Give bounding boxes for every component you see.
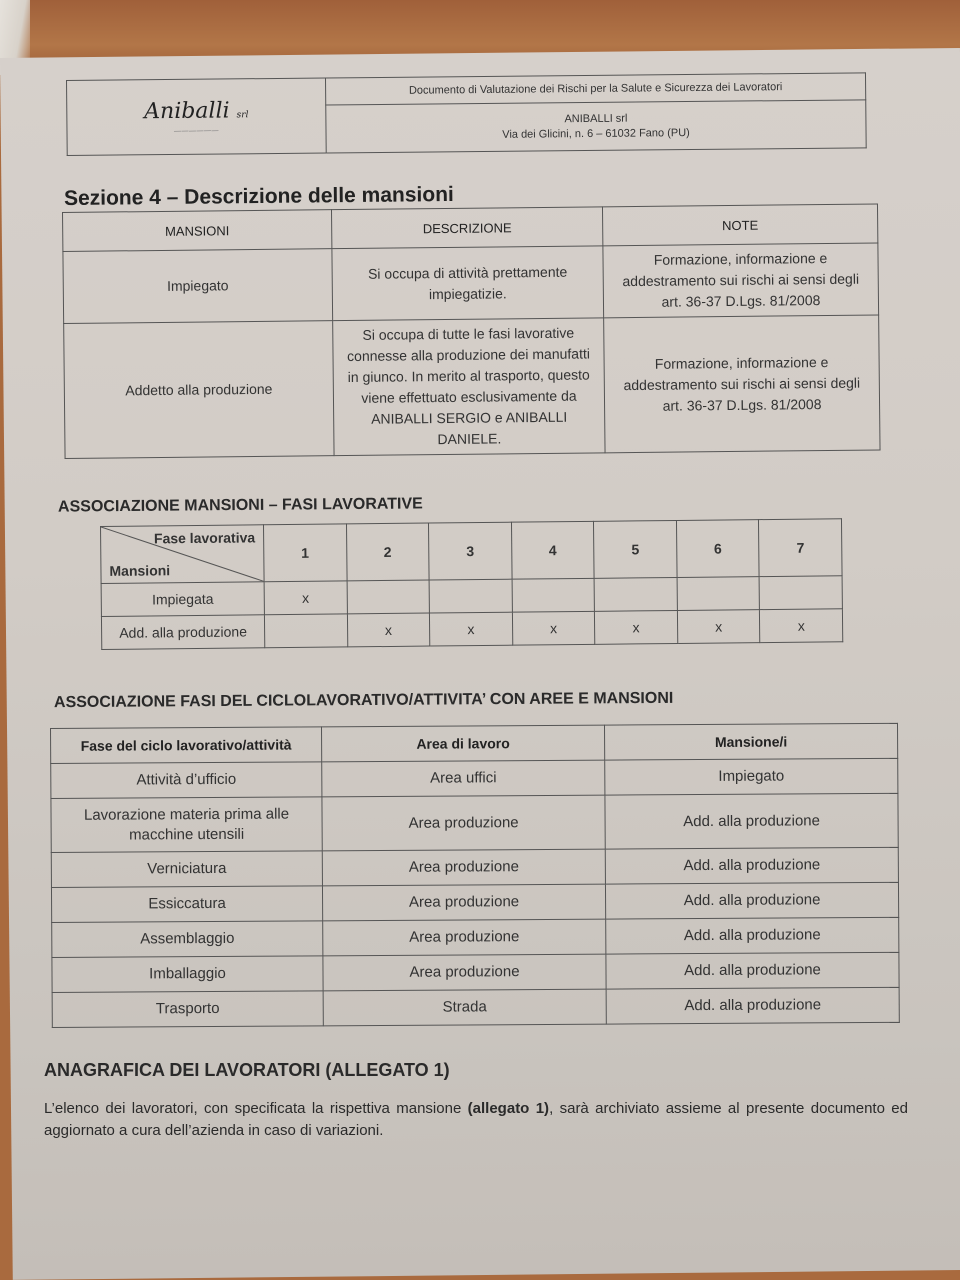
corner-cell xyxy=(101,525,265,584)
row-label: Add. alla produzione xyxy=(101,615,264,650)
assoc-mansioni-title: ASSOCIAZIONE MANSIONI – FASI LAVORATIVE xyxy=(57,495,423,516)
company-name: ANIBALLI srl xyxy=(564,112,628,126)
phase-header: 2 xyxy=(346,523,429,581)
col-mansione: Mansione/i xyxy=(604,723,897,760)
table-row xyxy=(52,987,899,1027)
cell-fase: Verniciatura xyxy=(51,851,322,888)
cell-area: Area produzione xyxy=(323,954,606,991)
mark-cell: x xyxy=(512,611,595,645)
cell-mansione: Add. alla produzione xyxy=(606,987,899,1024)
corner-bottom-label: Mansioni xyxy=(109,562,171,579)
cell-descrizione: Si occupa di tutte le fasi lavorative connesse alla produzione dei manufatti in giunco. In merito al trasporto, questo viene effettuato esclusivamente da ANIBALLI SERGIO e ANIBALLI DANIELE. xyxy=(333,318,605,456)
col-mansioni: MANSIONI xyxy=(63,210,332,252)
mark-cell: x xyxy=(595,610,678,644)
logo-text: Aniballi xyxy=(144,98,230,125)
cell-fase: Trasporto xyxy=(52,991,323,1028)
corner-top-label: Fase lavorativa xyxy=(153,529,256,547)
phase-header: 3 xyxy=(429,522,512,580)
paragraph-text: L’elenco dei lavoratori, con specificata la rispettiva mansione xyxy=(44,1100,468,1117)
phase-header: 5 xyxy=(594,520,677,578)
mark-cell: x xyxy=(347,613,430,647)
cell-fase: Imballaggio xyxy=(52,956,323,993)
table-header-row xyxy=(101,519,843,584)
mansioni-table xyxy=(62,203,881,459)
mark-cell: x xyxy=(264,581,347,615)
phase-header: 6 xyxy=(676,520,759,578)
mark-cell xyxy=(429,579,512,613)
cell-area: Area produzione xyxy=(322,795,605,851)
phase-header: 7 xyxy=(759,519,842,577)
logo-suffix: srl xyxy=(236,110,249,121)
table-row xyxy=(51,847,898,887)
table-row xyxy=(52,917,899,957)
cell-fase: Lavorazione materia prima alle macchine utensili xyxy=(51,797,322,853)
cell-area: Area produzione xyxy=(322,884,605,921)
cell-mansione: Add. alla produzione xyxy=(605,793,898,849)
cell-area: Area produzione xyxy=(322,849,605,886)
anagrafica-paragraph xyxy=(44,1098,908,1142)
col-fase: Fase del ciclo lavorativo/attività xyxy=(51,727,322,764)
cell-mansione: Add. alla produzione xyxy=(606,952,899,989)
mark-cell xyxy=(759,576,842,610)
cell-descrizione: Si occupa di attività prettamente impiegatizie. xyxy=(332,246,604,321)
section-title: Sezione 4 – Descrizione delle mansioni xyxy=(63,182,454,211)
cell-note: Formazione, informazione e addestramento sui rischi ai sensi degli art. 36-37 D.Lgs. 81/2008 xyxy=(603,243,879,318)
col-descrizione: DESCRIZIONE xyxy=(331,207,602,249)
mark-cell: x xyxy=(677,610,760,644)
cell-mansione: Add. alla produzione xyxy=(606,917,899,954)
fasi-aree-table xyxy=(50,723,900,1028)
phase-header: 1 xyxy=(263,524,346,582)
cell-area: Area produzione xyxy=(323,919,606,956)
mark-cell: x xyxy=(430,612,513,646)
logo-tagline-illegible: —————— xyxy=(173,127,220,135)
cell-mansione: Impiegato xyxy=(63,249,333,324)
cell-fase: Essiccatura xyxy=(51,886,322,923)
mark-cell xyxy=(347,580,430,614)
assoc-fasi-title: ASSOCIAZIONE FASI DEL CICLOLAVORATIVO/ATTIVITA’ CON AREE E MANSIONI xyxy=(53,689,674,712)
company-cell xyxy=(326,100,866,153)
table-row xyxy=(51,882,898,922)
mark-cell xyxy=(264,614,347,648)
cell-mansione: Add. alla produzione xyxy=(605,882,898,919)
cell-mansione: Add. alla produzione xyxy=(605,847,898,884)
table-row xyxy=(63,243,879,324)
row-label: Impiegata xyxy=(101,582,264,617)
table-row xyxy=(52,952,899,992)
table-row xyxy=(101,609,842,650)
document-header xyxy=(66,72,867,156)
table-row xyxy=(51,758,898,798)
header-table xyxy=(66,72,867,156)
paragraph-bold: (allegato 1) xyxy=(467,1100,550,1117)
col-area: Area di lavoro xyxy=(321,725,604,762)
cell-area: Area uffici xyxy=(322,760,605,797)
col-note: NOTE xyxy=(602,204,877,246)
cell-mansione: Impiegato xyxy=(605,758,898,795)
company-logo xyxy=(144,98,248,124)
table-row xyxy=(64,315,880,459)
anagrafica-title: ANAGRAFICA DEI LAVORATORI (ALLEGATO 1) xyxy=(44,1060,450,1080)
table-header-row xyxy=(51,723,898,763)
paragraph-text: , sarà archiviato assieme al presente documento ed aggiornato a cura dell’azienda in caso di variazioni. xyxy=(44,1100,908,1139)
mark-cell xyxy=(594,577,677,611)
table-row xyxy=(51,793,898,852)
cell-note: Formazione, informazione e addestramento sui rischi ai sensi degli art. 36-37 D.Lgs. 81/2008 xyxy=(604,315,880,453)
mansioni-fasi-table xyxy=(100,518,843,650)
mark-cell: x xyxy=(760,609,843,643)
cell-fase: Attività d’ufficio xyxy=(51,762,322,799)
mark-cell xyxy=(512,578,595,612)
logo-cell xyxy=(67,78,327,155)
phase-header: 4 xyxy=(511,521,594,579)
company-address: Via dei Glicini, n. 6 – 61032 Fano (PU) xyxy=(502,127,690,141)
cell-area: Strada xyxy=(323,989,606,1026)
mark-cell xyxy=(677,577,760,611)
doc-title: Documento di Valutazione dei Rischi per la Salute e Sicurezza dei Lavoratori xyxy=(408,81,783,97)
cell-mansione: Addetto alla produzione xyxy=(64,321,334,459)
cell-fase: Assemblaggio xyxy=(52,921,323,958)
